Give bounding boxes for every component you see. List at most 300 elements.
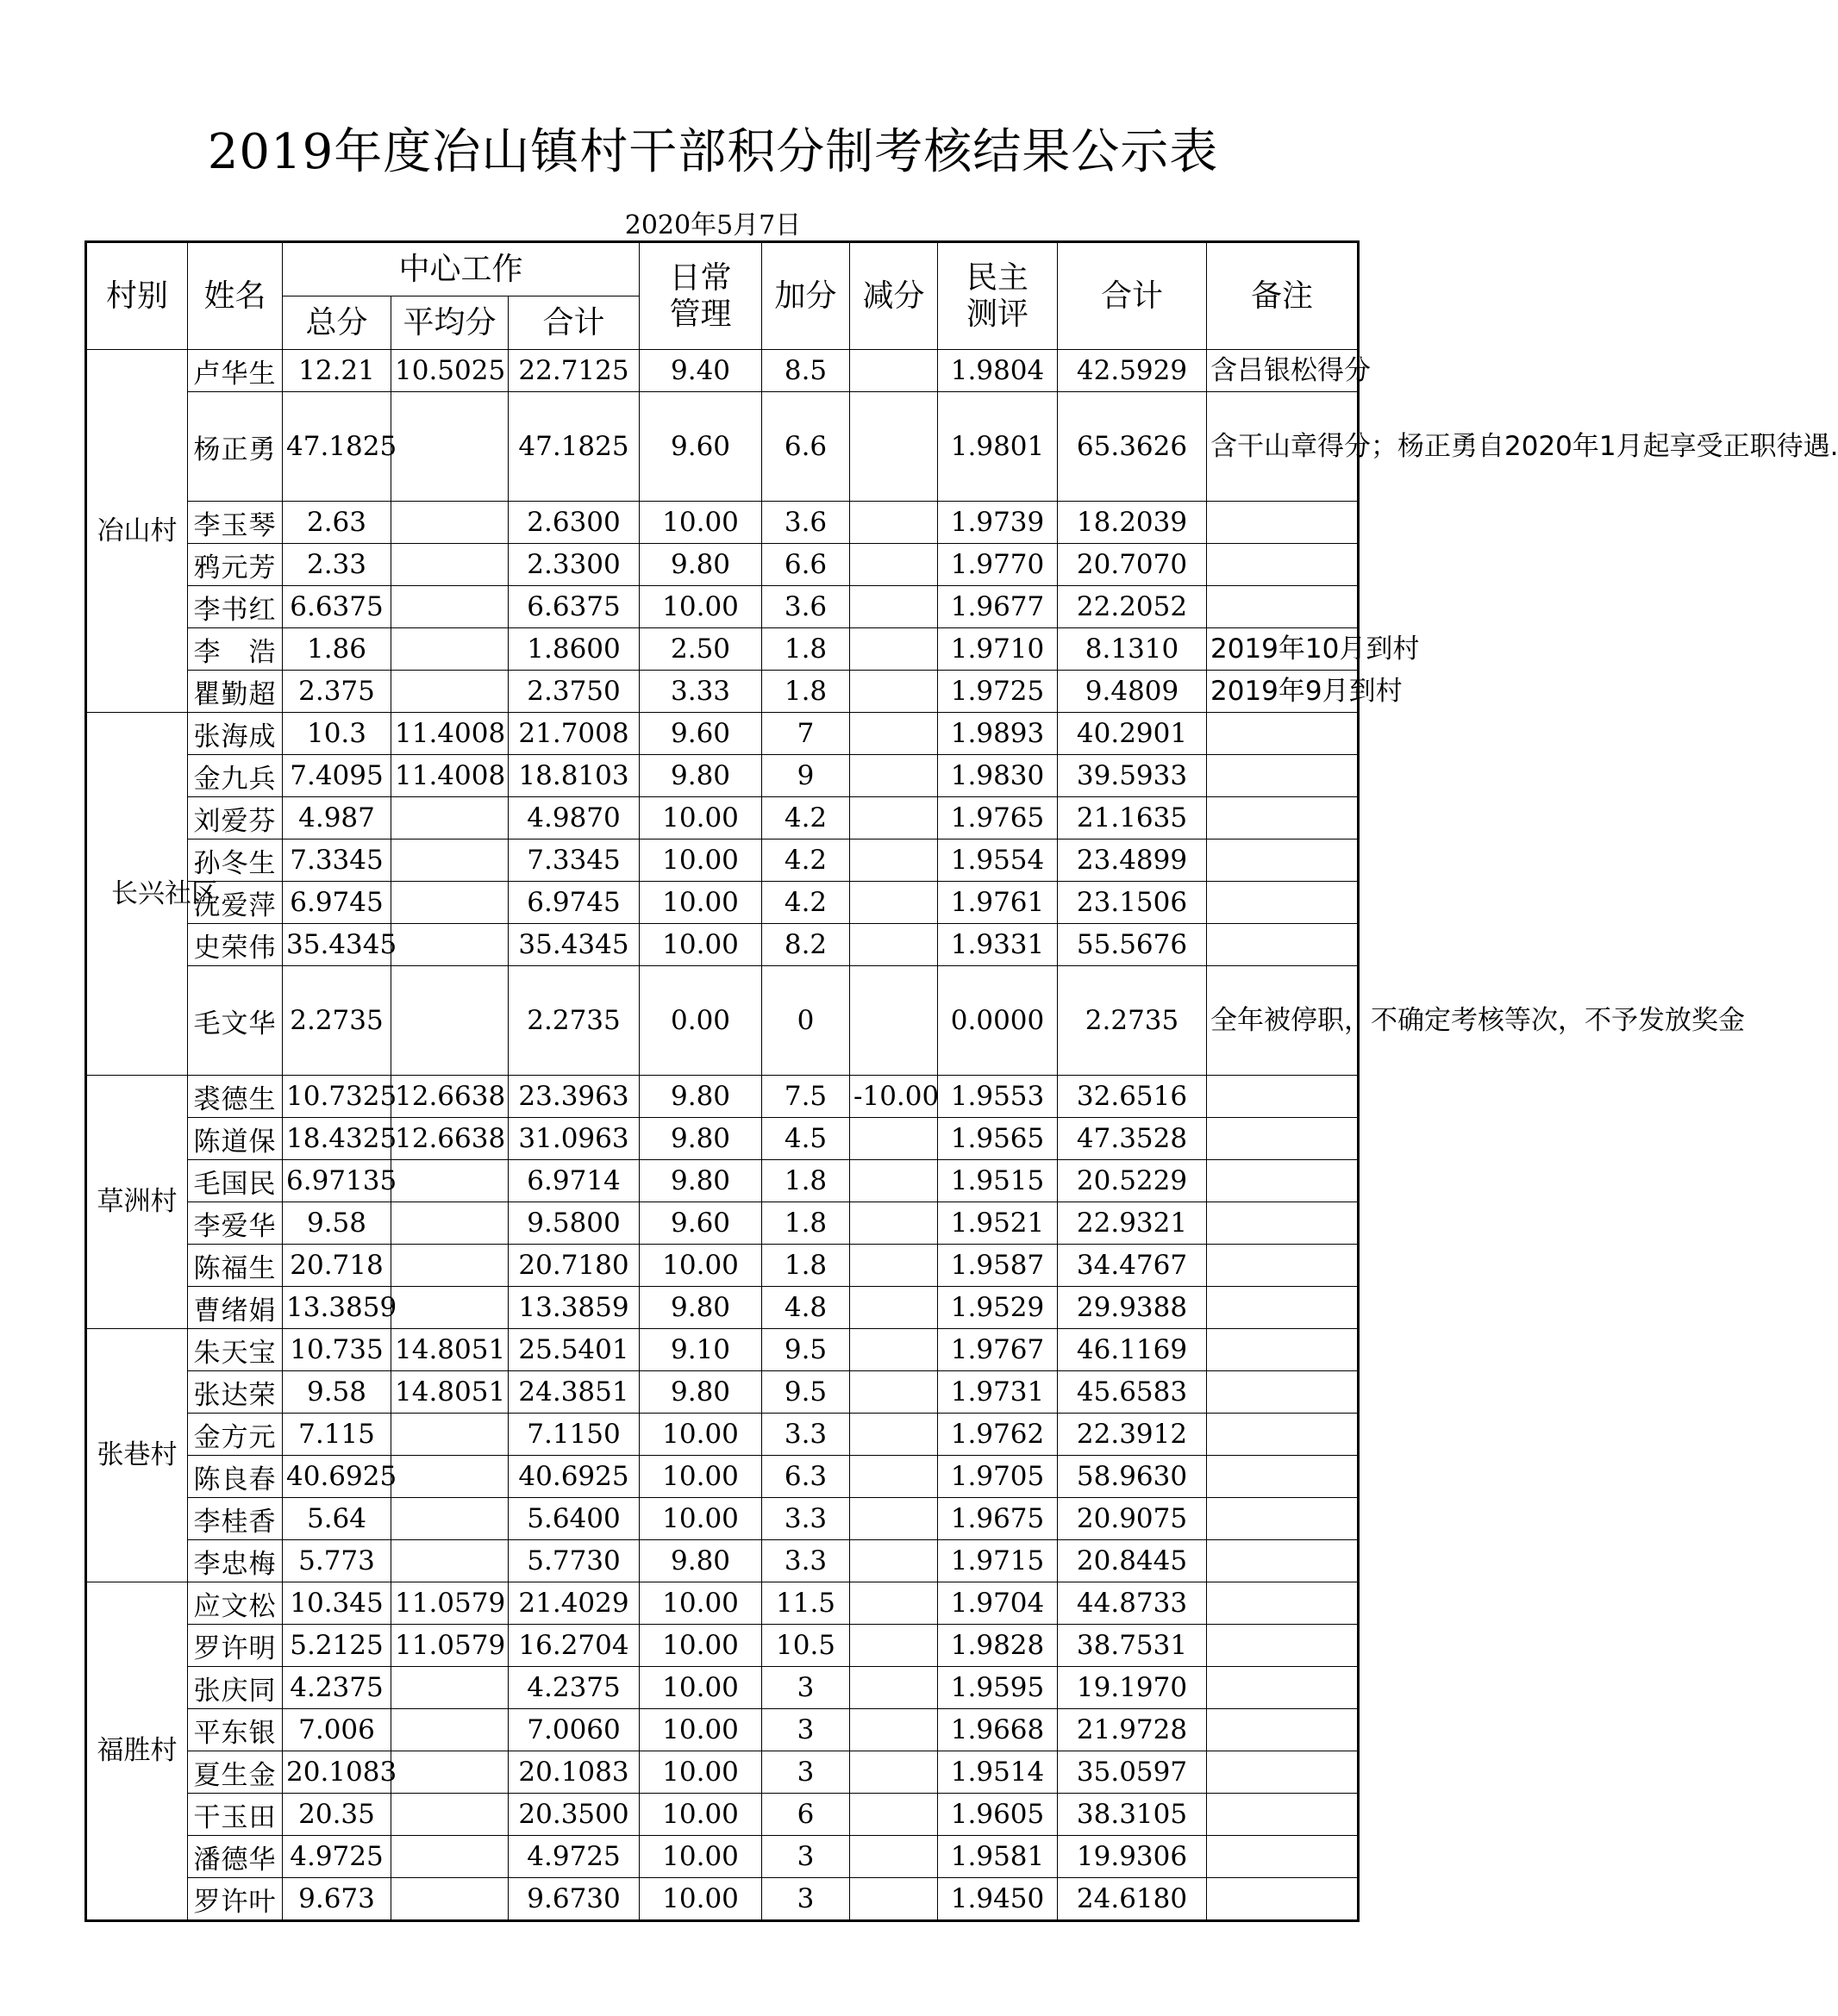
subtotal-cell: 9.5800 [509,1202,640,1245]
name-cell: 朱天宝 [188,1329,283,1371]
total-score-cell: 20.718 [283,1245,391,1287]
daily-management-cell: 9.60 [640,1202,762,1245]
name-cell: 罗许明 [188,1625,283,1667]
daily-management-cell: 0.00 [640,966,762,1076]
average-score-cell [391,1414,509,1456]
democratic-evaluation-cell: 0.0000 [938,966,1058,1076]
table-row [86,924,1359,966]
average-score-cell: 10.5025 [391,350,509,392]
average-score-cell: 14.8051 [391,1371,509,1414]
average-score-cell: 11.0579 [391,1625,509,1667]
header-total-score: 总分 [283,296,391,350]
daily-management-cell: 10.00 [640,586,762,628]
name-cell: 瞿勤超 [188,671,283,713]
name-cell: 毛文华 [188,966,283,1076]
subtotal-cell: 2.3300 [509,544,640,586]
name-cell: 李桂香 [188,1498,283,1540]
democratic-evaluation-cell: 1.9767 [938,1329,1058,1371]
deduction-cell [850,1667,938,1709]
deduction-cell [850,502,938,544]
daily-management-cell: 10.00 [640,1709,762,1751]
total-score-cell: 7.3345 [283,839,391,882]
daily-management-cell: 9.10 [640,1329,762,1371]
header-village: 村别 [86,242,188,350]
daily-management-cell: 10.00 [640,1751,762,1794]
total-score-cell: 7.4095 [283,755,391,797]
table-row [86,1878,1359,1921]
subtotal-cell: 2.3750 [509,671,640,713]
daily-management-cell: 9.80 [640,1540,762,1582]
table-row [86,1456,1359,1498]
sum-cell: 18.2039 [1058,502,1207,544]
name-cell: 金方元 [188,1414,283,1456]
remark-cell [1207,1667,1359,1709]
name-cell: 刘爱芬 [188,797,283,839]
total-score-cell: 20.35 [283,1794,391,1836]
deduction-cell [850,586,938,628]
bonus-cell: 4.5 [762,1118,850,1160]
total-score-cell: 7.115 [283,1414,391,1456]
deduction-cell [850,1456,938,1498]
total-score-cell: 4.987 [283,797,391,839]
remark-cell [1207,797,1359,839]
publish-date: 2020年5月7日 [624,210,802,240]
deduction-cell [850,924,938,966]
daily-management-cell: 10.00 [640,1836,762,1878]
democratic-evaluation-cell: 1.9704 [938,1582,1058,1625]
bonus-cell: 8.2 [762,924,850,966]
deduction-cell: -10.00 [850,1076,938,1118]
subtotal-cell: 5.7730 [509,1540,640,1582]
header-sum: 合计 [1058,242,1207,350]
table-row [86,882,1359,924]
bonus-cell: 1.8 [762,628,850,671]
daily-management-cell: 9.80 [640,755,762,797]
sum-cell: 20.8445 [1058,1540,1207,1582]
subtotal-cell: 21.4029 [509,1582,640,1625]
name-cell: 夏生金 [188,1751,283,1794]
table-row [86,1202,1359,1245]
total-score-cell: 13.3859 [283,1287,391,1329]
remark-cell [1207,1878,1359,1921]
subtotal-cell: 4.9725 [509,1836,640,1878]
table-row [86,544,1359,586]
header-center-work: 中心工作 [283,242,640,296]
daily-management-cell: 10.00 [640,1414,762,1456]
total-score-cell: 2.2735 [283,966,391,1076]
democratic-evaluation-cell: 1.9765 [938,797,1058,839]
sum-cell: 22.2052 [1058,586,1207,628]
democratic-evaluation-cell: 1.9605 [938,1794,1058,1836]
remark-cell [1207,586,1359,628]
table-row [86,1794,1359,1836]
table-row [86,1498,1359,1540]
remark-cell [1207,1202,1359,1245]
deduction-cell [850,1414,938,1456]
average-score-cell [391,797,509,839]
total-score-cell: 6.6375 [283,586,391,628]
name-cell: 陈福生 [188,1245,283,1287]
total-score-cell: 10.7325 [283,1076,391,1118]
sum-cell: 40.2901 [1058,713,1207,755]
header-deduction: 减分 [850,242,938,350]
average-score-cell [391,628,509,671]
democratic-evaluation-cell: 1.9725 [938,671,1058,713]
average-score-cell [391,1709,509,1751]
subtotal-cell: 21.7008 [509,713,640,755]
subtotal-cell: 20.1083 [509,1751,640,1794]
bonus-cell: 4.2 [762,839,850,882]
remark-cell: 全年被停职，不确定考核等次，不予发放奖金 [1207,966,1359,1076]
bonus-cell: 4.2 [762,797,850,839]
average-score-cell [391,1202,509,1245]
subtotal-cell: 7.3345 [509,839,640,882]
subtotal-cell: 1.8600 [509,628,640,671]
daily-management-cell: 10.00 [640,1794,762,1836]
table-row [86,1371,1359,1414]
name-cell: 陈道保 [188,1118,283,1160]
bonus-cell: 3 [762,1878,850,1921]
total-score-cell: 4.9725 [283,1836,391,1878]
sum-cell: 20.5229 [1058,1160,1207,1202]
total-score-cell: 40.6925 [283,1456,391,1498]
bonus-cell: 3 [762,1667,850,1709]
total-score-cell: 4.2375 [283,1667,391,1709]
deduction-cell [850,713,938,755]
sum-cell: 8.1310 [1058,628,1207,671]
democratic-evaluation-cell: 1.9804 [938,350,1058,392]
democratic-evaluation-cell: 1.9893 [938,713,1058,755]
subtotal-cell: 4.9870 [509,797,640,839]
average-score-cell [391,1456,509,1498]
democratic-evaluation-cell: 1.9715 [938,1540,1058,1582]
total-score-cell: 2.375 [283,671,391,713]
bonus-cell: 9 [762,755,850,797]
average-score-cell: 12.6638 [391,1118,509,1160]
average-score-cell [391,392,509,502]
remark-cell [1207,1625,1359,1667]
deduction-cell [850,1625,938,1667]
remark-cell: 含干山章得分；杨正勇自2020年1月起享受正职待遇. [1207,392,1359,502]
name-cell: 孙冬生 [188,839,283,882]
daily-management-cell: 10.00 [640,1456,762,1498]
average-score-cell: 14.8051 [391,1329,509,1371]
total-score-cell: 2.33 [283,544,391,586]
daily-management-cell: 10.00 [640,1667,762,1709]
sum-cell: 24.6180 [1058,1878,1207,1921]
table-row [86,1245,1359,1287]
remark-cell [1207,1709,1359,1751]
subtotal-cell: 2.6300 [509,502,640,544]
daily-management-cell: 9.60 [640,392,762,502]
total-score-cell: 9.58 [283,1202,391,1245]
democratic-evaluation-cell: 1.9710 [938,628,1058,671]
remark-cell [1207,1287,1359,1329]
name-cell: 史荣伟 [188,924,283,966]
sum-cell: 32.6516 [1058,1076,1207,1118]
table-row [86,1582,1359,1625]
total-score-cell: 10.3 [283,713,391,755]
name-cell: 应文松 [188,1582,283,1625]
sum-cell: 45.6583 [1058,1371,1207,1414]
remark-cell [1207,839,1359,882]
average-score-cell [391,1667,509,1709]
daily-management-cell: 10.00 [640,1625,762,1667]
bonus-cell: 9.5 [762,1329,850,1371]
header-daily-management: 日常管理 [640,242,762,350]
village-cell: 草洲村 [86,1076,188,1329]
daily-management-cell: 10.00 [640,924,762,966]
subtotal-cell: 23.3963 [509,1076,640,1118]
sum-cell: 20.9075 [1058,1498,1207,1540]
total-score-cell: 5.2125 [283,1625,391,1667]
daily-management-cell: 10.00 [640,1498,762,1540]
daily-management-cell: 10.00 [640,502,762,544]
remark-cell [1207,544,1359,586]
subtotal-cell: 22.7125 [509,350,640,392]
total-score-cell: 5.64 [283,1498,391,1540]
subtotal-cell: 13.3859 [509,1287,640,1329]
deduction-cell [850,1540,938,1582]
table-row [86,392,1359,502]
democratic-evaluation-cell: 1.9731 [938,1371,1058,1414]
average-score-cell [391,544,509,586]
sum-cell: 21.9728 [1058,1709,1207,1751]
remark-cell [1207,1076,1359,1118]
name-cell: 潘德华 [188,1836,283,1878]
subtotal-cell: 18.8103 [509,755,640,797]
village-cell: 福胜村 [86,1582,188,1921]
subtotal-cell: 9.6730 [509,1878,640,1921]
subtotal-cell: 7.1150 [509,1414,640,1456]
average-score-cell: 11.4008 [391,755,509,797]
deduction-cell [850,1709,938,1751]
deduction-cell [850,628,938,671]
deduction-cell [850,797,938,839]
average-score-cell [391,839,509,882]
total-score-cell: 7.006 [283,1709,391,1751]
average-score-cell [391,924,509,966]
deduction-cell [850,1751,938,1794]
deduction-cell [850,544,938,586]
bonus-cell: 0 [762,966,850,1076]
remark-cell: 2019年10月到村 [1207,628,1359,671]
subtotal-cell: 6.9714 [509,1160,640,1202]
header-subtotal: 合计 [509,296,640,350]
header-remark: 备注 [1207,242,1359,350]
total-score-cell: 9.673 [283,1878,391,1921]
sum-cell: 20.7070 [1058,544,1207,586]
democratic-evaluation-cell: 1.9587 [938,1245,1058,1287]
remark-cell: 含吕银松得分 [1207,350,1359,392]
remark-cell [1207,1582,1359,1625]
remark-cell [1207,1371,1359,1414]
table-row [86,502,1359,544]
total-score-cell: 10.345 [283,1582,391,1625]
table-row [86,1414,1359,1456]
deduction-cell [850,350,938,392]
remark-cell [1207,924,1359,966]
name-cell: 杨正勇 [188,392,283,502]
sum-cell: 2.2735 [1058,966,1207,1076]
remark-cell [1207,1456,1359,1498]
table-row [86,1625,1359,1667]
bonus-cell: 6.3 [762,1456,850,1498]
sum-cell: 39.5933 [1058,755,1207,797]
deduction-cell [850,755,938,797]
bonus-cell: 4.8 [762,1287,850,1329]
name-cell: 张海成 [188,713,283,755]
total-score-cell: 10.735 [283,1329,391,1371]
village-cell: 长兴社区 [86,713,188,1076]
sum-cell: 23.4899 [1058,839,1207,882]
bonus-cell: 6.6 [762,544,850,586]
average-score-cell [391,882,509,924]
democratic-evaluation-cell: 1.9553 [938,1076,1058,1118]
democratic-evaluation-cell: 1.9828 [938,1625,1058,1667]
subtotal-cell: 6.9745 [509,882,640,924]
table-row [86,1709,1359,1751]
average-score-cell: 12.6638 [391,1076,509,1118]
deduction-cell [850,1836,938,1878]
democratic-evaluation-cell: 1.9581 [938,1836,1058,1878]
bonus-cell: 10.5 [762,1625,850,1667]
average-score-cell [391,502,509,544]
democratic-evaluation-cell: 1.9739 [938,502,1058,544]
subtotal-cell: 20.3500 [509,1794,640,1836]
total-score-cell: 9.58 [283,1371,391,1414]
total-score-cell: 1.86 [283,628,391,671]
democratic-evaluation-cell: 1.9830 [938,755,1058,797]
village-cell: 张巷村 [86,1329,188,1582]
name-cell: 裘德生 [188,1076,283,1118]
table-row [86,1118,1359,1160]
table-row [86,755,1359,797]
daily-management-cell: 9.60 [640,713,762,755]
deduction-cell [850,1160,938,1202]
table-row [86,671,1359,713]
subtotal-cell: 24.3851 [509,1371,640,1414]
table-row [86,1287,1359,1329]
sum-cell: 38.3105 [1058,1794,1207,1836]
remark-cell [1207,713,1359,755]
sum-cell: 35.0597 [1058,1751,1207,1794]
daily-management-cell: 10.00 [640,1878,762,1921]
deduction-cell [850,1878,938,1921]
name-cell: 张庆同 [188,1667,283,1709]
democratic-evaluation-cell: 1.9554 [938,839,1058,882]
header-name: 姓名 [188,242,283,350]
remark-cell [1207,1751,1359,1794]
subtotal-cell: 20.7180 [509,1245,640,1287]
democratic-evaluation-cell: 1.9331 [938,924,1058,966]
average-score-cell [391,1287,509,1329]
name-cell: 干玉田 [188,1794,283,1836]
bonus-cell: 3.3 [762,1540,850,1582]
sum-cell: 19.1970 [1058,1667,1207,1709]
deduction-cell [850,839,938,882]
sum-cell: 47.3528 [1058,1118,1207,1160]
average-score-cell [391,671,509,713]
democratic-evaluation-cell: 1.9595 [938,1667,1058,1709]
bonus-cell: 1.8 [762,1202,850,1245]
average-score-cell [391,1540,509,1582]
daily-management-cell: 10.00 [640,839,762,882]
deduction-cell [850,1582,938,1625]
bonus-cell: 8.5 [762,350,850,392]
remark-cell [1207,1794,1359,1836]
subtotal-cell: 31.0963 [509,1118,640,1160]
bonus-cell: 3 [762,1751,850,1794]
remark-cell [1207,1245,1359,1287]
sum-cell: 34.4767 [1058,1245,1207,1287]
table-row [86,350,1359,392]
table-row [86,839,1359,882]
sum-cell: 29.9388 [1058,1287,1207,1329]
average-score-cell [391,1878,509,1921]
total-score-cell: 35.4345 [283,924,391,966]
subtotal-cell: 47.1825 [509,392,640,502]
daily-management-cell: 2.50 [640,628,762,671]
sum-cell: 65.3626 [1058,392,1207,502]
total-score-cell: 20.1083 [283,1751,391,1794]
remark-cell [1207,1414,1359,1456]
remark-cell: 2019年9月到村 [1207,671,1359,713]
header-democratic-evaluation: 民主测评 [938,242,1058,350]
header-bonus: 加分 [762,242,850,350]
table-row [86,713,1359,755]
name-cell: 李玉琴 [188,502,283,544]
democratic-evaluation-cell: 1.9770 [938,544,1058,586]
subtotal-cell: 7.0060 [509,1709,640,1751]
subtotal-cell: 2.2735 [509,966,640,1076]
subtotal-cell: 5.6400 [509,1498,640,1540]
remark-cell [1207,1160,1359,1202]
bonus-cell: 6.6 [762,392,850,502]
page-title: 2019年度冶山镇村干部积分制考核结果公示表 [207,124,1219,180]
daily-management-cell: 9.80 [640,1076,762,1118]
remark-cell [1207,502,1359,544]
sum-cell: 22.9321 [1058,1202,1207,1245]
average-score-cell [391,1751,509,1794]
total-score-cell: 47.1825 [283,392,391,502]
name-cell: 李书红 [188,586,283,628]
sum-cell: 21.1635 [1058,797,1207,839]
democratic-evaluation-cell: 1.9521 [938,1202,1058,1245]
daily-management-cell: 9.80 [640,1118,762,1160]
remark-cell [1207,1118,1359,1160]
daily-management-cell: 9.40 [640,350,762,392]
bonus-cell: 7 [762,713,850,755]
democratic-evaluation-cell: 1.9450 [938,1878,1058,1921]
sum-cell: 19.9306 [1058,1836,1207,1878]
democratic-evaluation-cell: 1.9514 [938,1751,1058,1794]
name-cell: 罗许叶 [188,1878,283,1921]
remark-cell [1207,755,1359,797]
header-average-score: 平均分 [391,296,509,350]
name-cell: 平东银 [188,1709,283,1751]
democratic-evaluation-cell: 1.9515 [938,1160,1058,1202]
deduction-cell [850,1245,938,1287]
democratic-evaluation-cell: 1.9675 [938,1498,1058,1540]
bonus-cell: 3.3 [762,1414,850,1456]
daily-management-cell: 9.80 [640,1371,762,1414]
remark-cell [1207,1836,1359,1878]
deduction-cell [850,966,938,1076]
sum-cell: 44.8733 [1058,1582,1207,1625]
average-score-cell: 11.0579 [391,1582,509,1625]
name-cell: 李爱华 [188,1202,283,1245]
